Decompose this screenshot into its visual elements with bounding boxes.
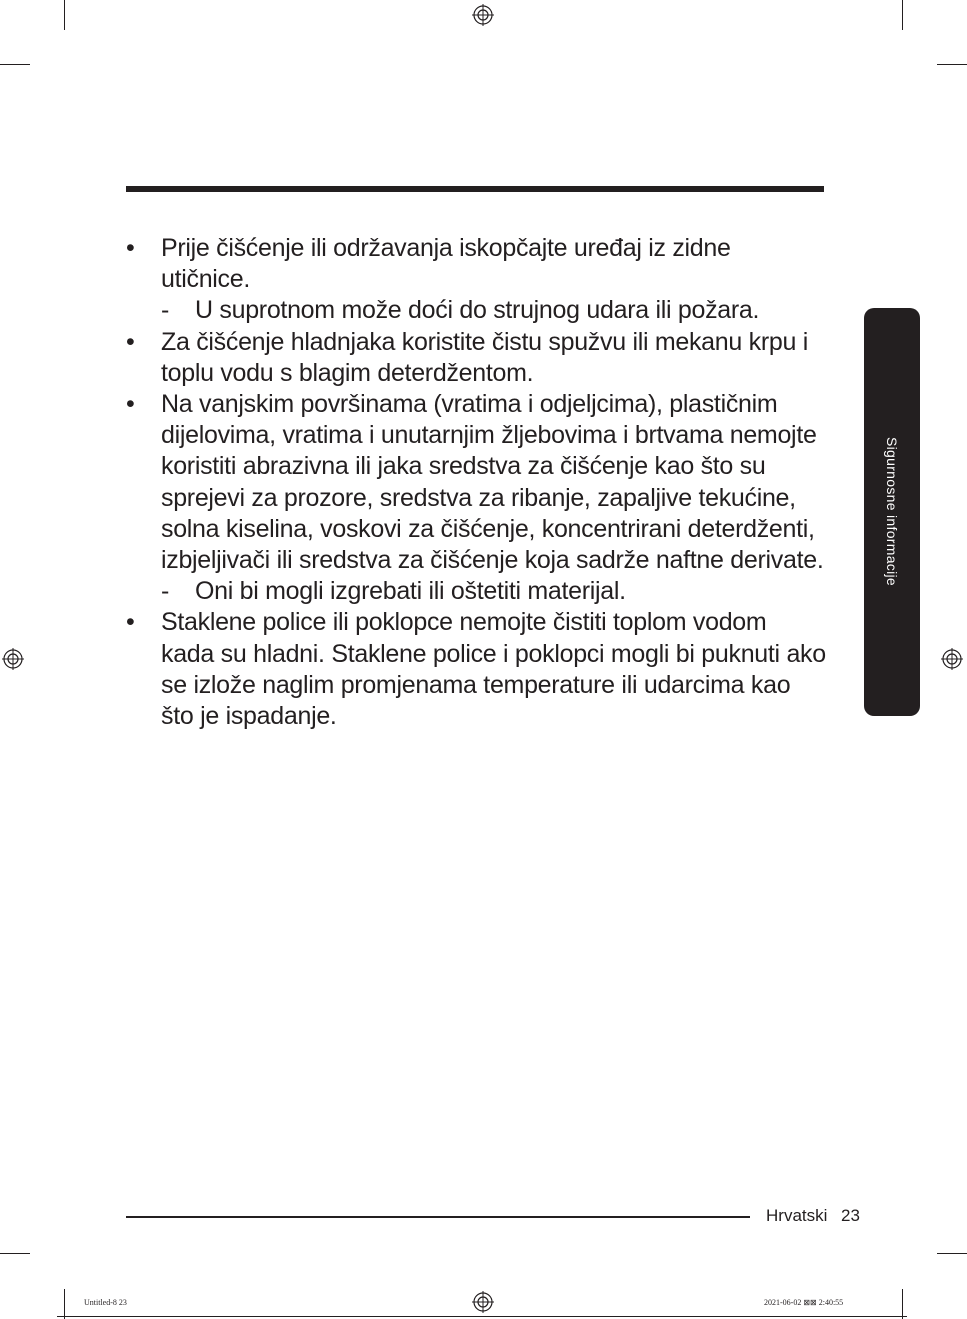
- dash-marker: -: [161, 577, 170, 606]
- section-side-tab-label: Sigurnosne informacije: [884, 437, 900, 587]
- crop-mark-top-left-vertical: [64, 0, 65, 30]
- bullet-marker: •: [126, 234, 135, 262]
- crop-mark-bottom-right-vertical: [902, 1289, 903, 1319]
- list-item: [126, 233, 826, 295]
- print-slug-right: 2021-06-02 ⊠⊠ 2:40:55: [764, 1298, 844, 1307]
- crop-mark-top-right-vertical: [902, 0, 903, 30]
- safety-instructions-list: [126, 233, 826, 732]
- list-item-text: Na vanjskim površinama (vratima i odjeljcima), plastičnim dijelovima, vratima i unutarnjim žljebovima i brtvama nemojte koristiti abrazivna ili jaka sredstva za čišćenje kao što su sprejevi za prozore, sredstva za ribanje, zapaljive tekućine, solna kiselina, voskovi za čišćenje, koncentrirani deterdženti, izbjeljivači ili sredstva za čišćenje koja sadrže naftne derivate.: [161, 390, 824, 575]
- registration-target-icon: [472, 4, 494, 26]
- bullet-marker: •: [126, 608, 135, 637]
- sub-list-item: [126, 576, 826, 607]
- registration-target-icon: [2, 648, 24, 670]
- list-item-text: Prije čišćenje ili održavanja iskopčajte uređaj iz zidne utičnice.: [161, 234, 731, 294]
- footer-language: Hrvatski: [766, 1206, 828, 1225]
- crop-mark-bottom-right-horizontal: [937, 1253, 967, 1254]
- bullet-marker: •: [126, 327, 135, 356]
- footer-rule: [126, 1216, 750, 1218]
- sub-list-item: [126, 295, 826, 326]
- crop-mark-bottom-left-vertical: [64, 1289, 65, 1319]
- registration-target-icon: [472, 1291, 494, 1313]
- crop-mark-bottom-left-horizontal: [0, 1253, 30, 1254]
- crop-mark-top-left-horizontal: [0, 64, 30, 65]
- list-item-text: Staklene police ili poklopce nemojte čistiti toplom vodom kada su hladni. Staklene police i poklopci mogli bi puknuti ako se izlože naglim promjenama temperature ili udarcima kao što je ispadanje.: [161, 608, 826, 731]
- registration-target-icon: [941, 648, 963, 670]
- sub-list-item-text: Oni bi mogli izgrebati ili oštetiti materijal.: [195, 577, 626, 606]
- list-item: [126, 389, 826, 576]
- crop-mark-bottom-slug-line: [57, 1316, 907, 1317]
- list-item: [126, 327, 826, 389]
- section-top-rule: [126, 186, 824, 192]
- bullet-marker: •: [126, 390, 135, 419]
- sub-list-item-text: U suprotnom može doći do strujnog udara ili požara.: [195, 296, 760, 325]
- crop-mark-top-right-horizontal: [937, 64, 967, 65]
- dash-marker: -: [161, 296, 170, 325]
- print-slug-left: Untitled-8 23: [84, 1298, 127, 1307]
- list-item: [126, 607, 826, 732]
- page-number: 23: [841, 1206, 860, 1225]
- section-side-tab-label-wrap: [864, 308, 920, 716]
- list-item-text: Za čišćenje hladnjaka koristite čistu spužvu ili mekanu krpu i toplu vodu s blagim deterdžentom.: [161, 327, 808, 387]
